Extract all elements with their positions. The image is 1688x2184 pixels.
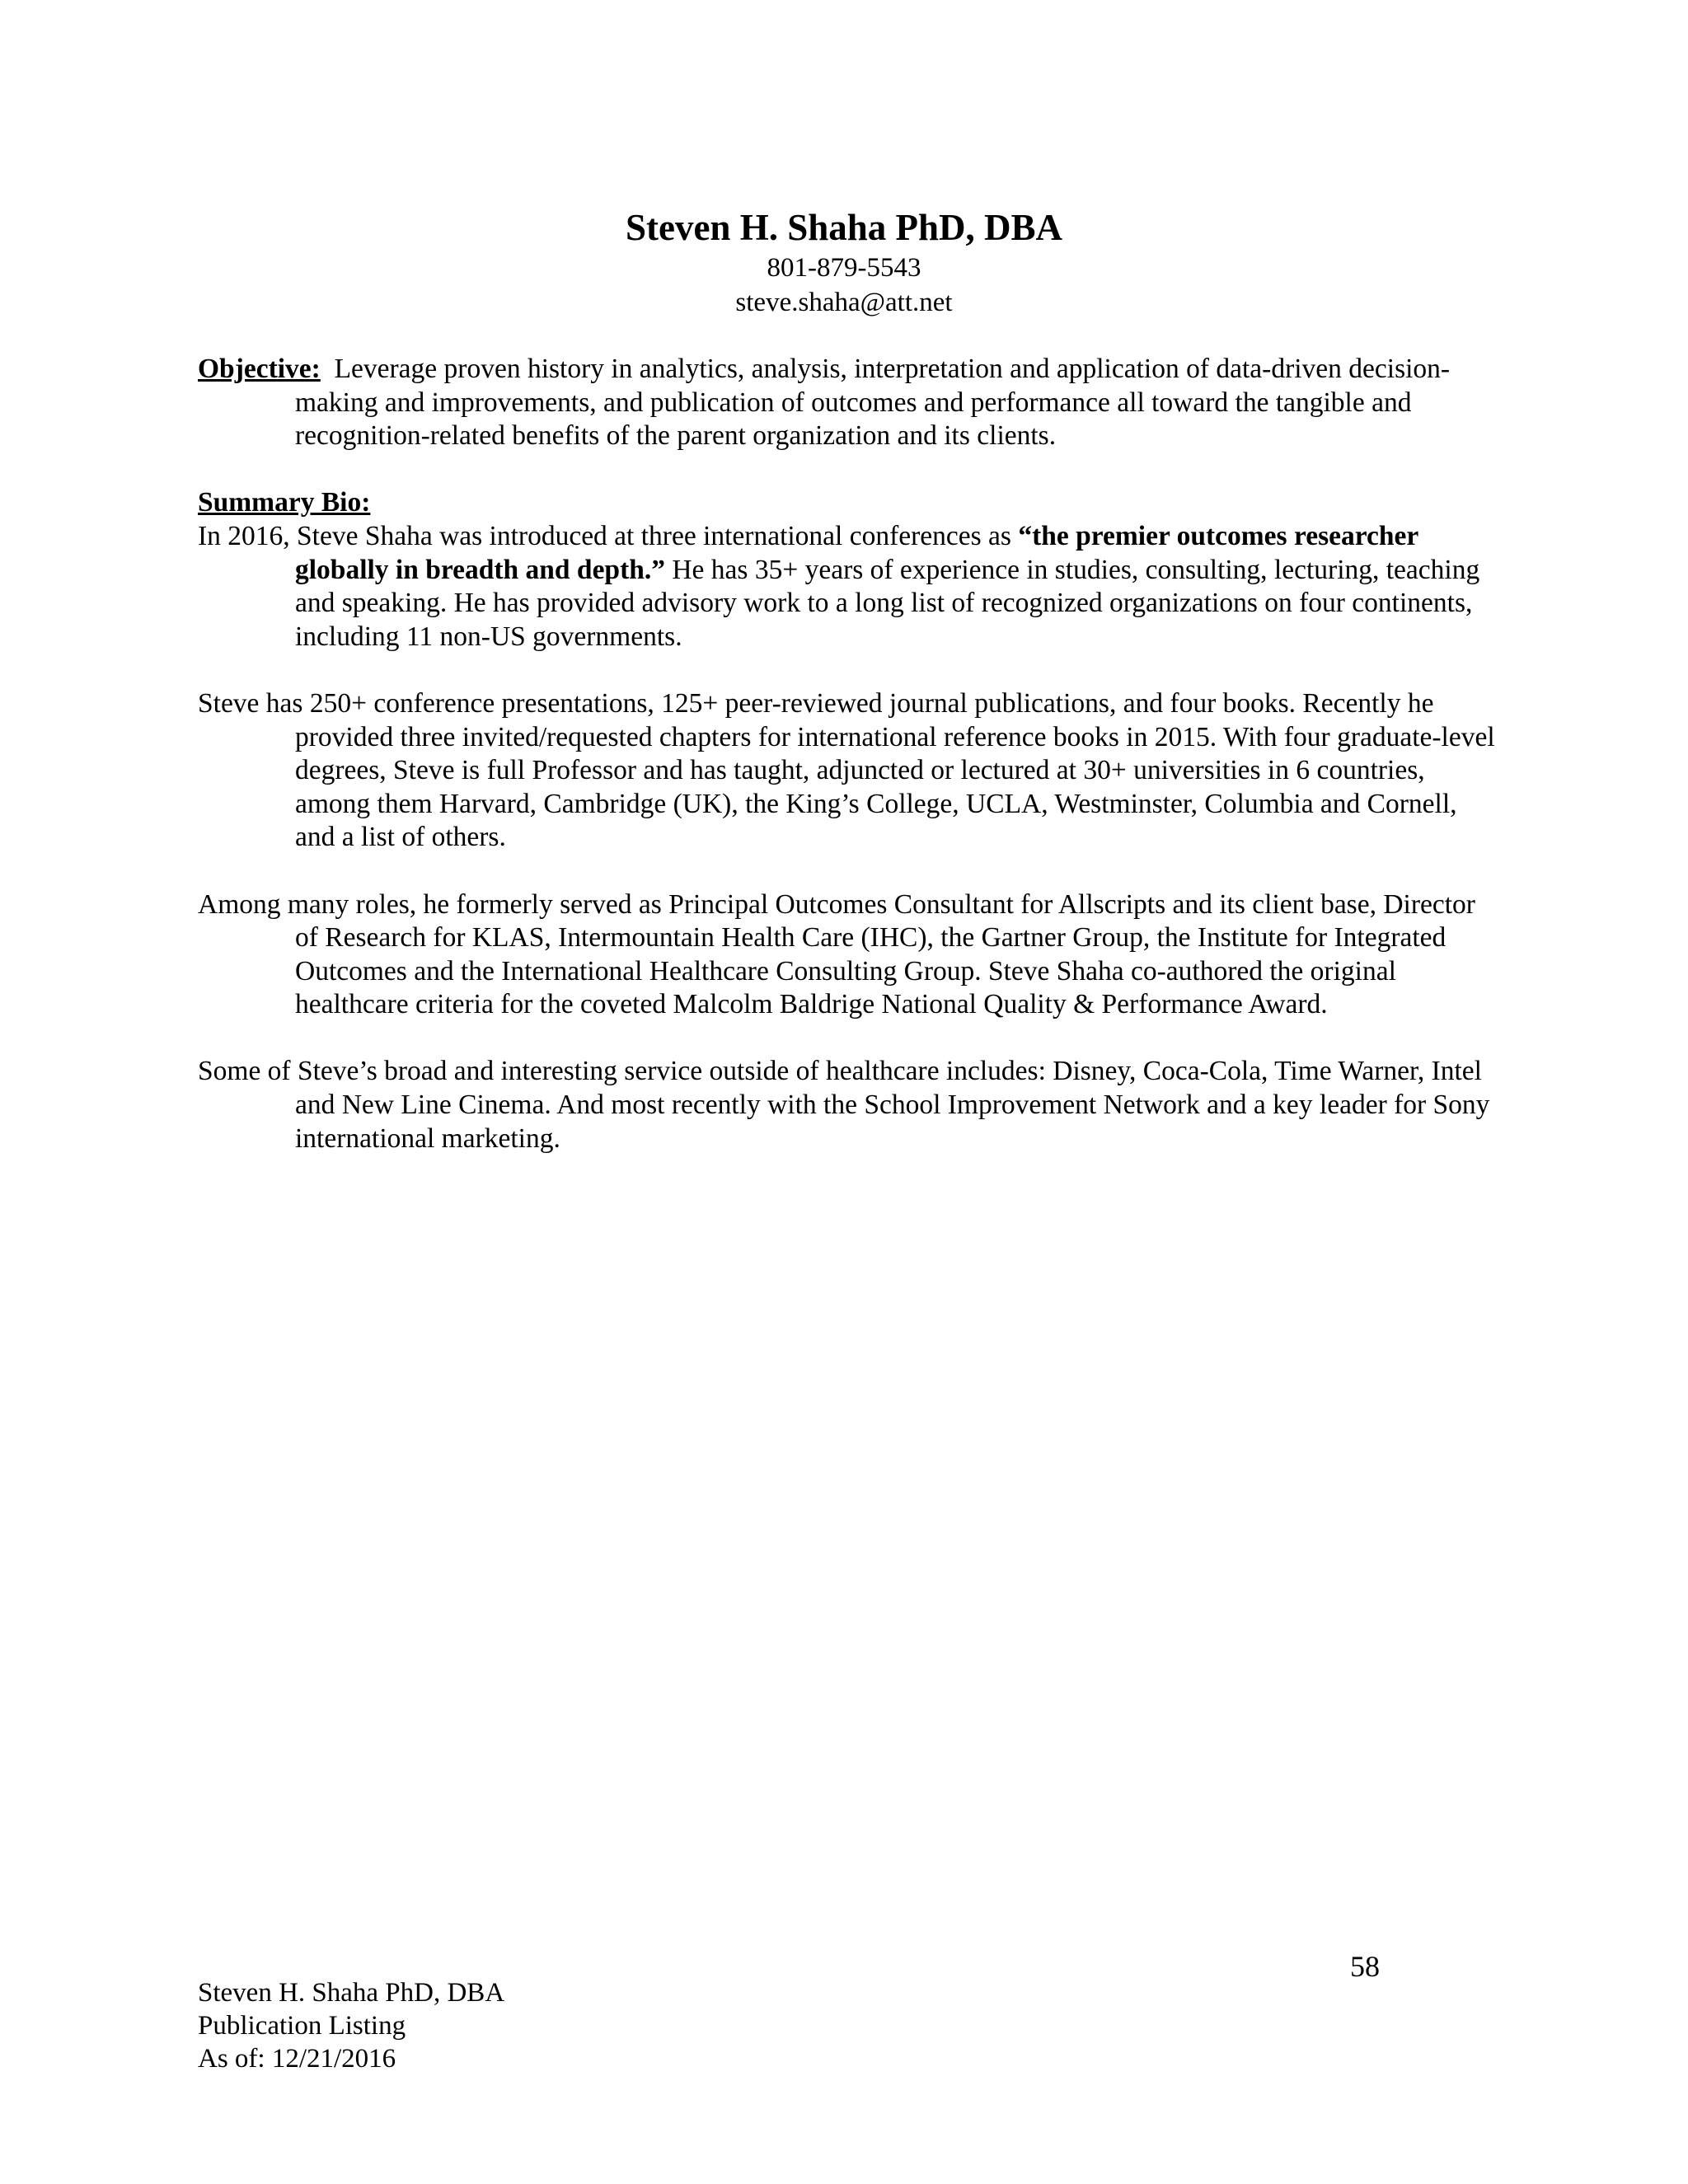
document-header	[0, 204, 1688, 320]
email-address: steve.shaha@att.net	[735, 288, 953, 317]
footer-author: Steven H. Shaha PhD, DBA	[198, 1978, 505, 2008]
summary-bio-heading: Summary Bio:	[198, 487, 371, 518]
bio-paragraph-2: Steve has 250+ conference presentations, 125+ peer-reviewed journal publications, and four books. Recently he provided three invited/requested chapters for international reference books in 2015. With four graduate-level degrees, Steve is full Professor and has taught, adjuncted or lectured at 30+ universities in 6 countries, among them Harvard, Cambridge (UK), the King’s College, UCLA, Westminster, Columbia and Cornell, and a list of others.	[198, 687, 1495, 853]
footer-date: As of: 12/21/2016	[198, 2044, 396, 2074]
phone-number: 801-879-5543	[767, 253, 921, 283]
document-body	[198, 353, 1500, 1189]
summary-bio-section	[198, 486, 1500, 654]
bio-paragraph-4: Some of Steve’s broad and interesting service outside of healthcare includes: Disney, Coca-Cola, Time Warner, Intel and New Line Cinema. And most recently with the School Improvement Network and a key leader for Sony international marketing.	[198, 1056, 1490, 1154]
bio-paragraph-3: Among many roles, he formerly served as Principal Outcomes Consultant for Allscripts and its client base, Director of Research for KLAS, Intermountain Health Care (IHC), the Gartner Group, the Institute for Integrated Outcomes and the International Healthcare Consulting Group. Steve Shaha co-authored the original healthcare criteria for the coveted Malcolm Baldrige National Quality & Performance Award.	[198, 888, 1475, 1020]
objective-paragraph	[198, 353, 1500, 453]
bio-p1-rest: He has 35+ years of experience in studies, consulting, lecturing, teaching and speaking. He has provided advisory work to a long list of recognized organizations on four continents, including 11 non-US governments.	[295, 554, 1480, 652]
bio-paragraph-1	[198, 520, 1500, 654]
bio-p1-quote: “the premier outcomes researcher globally in breadth and depth.”	[295, 520, 1418, 585]
bio-p1-intro: In 2016, Steve Shaha was introduced at three international conferences as	[198, 520, 1019, 551]
footer-title: Publication Listing	[198, 2011, 406, 2041]
objective-heading: Objective:	[198, 354, 321, 384]
author-name: Steven H. Shaha PhD, DBA	[625, 207, 1063, 248]
page-number: 58	[1350, 1950, 1380, 1983]
page-footer	[198, 1976, 504, 2075]
objective-text: Leverage proven history in analytics, analysis, interpretation and application of data-driven decision-making and improvements, and publication of outcomes and performance all toward the tangible and recognition-related benefits of the parent organization and its clients.	[295, 354, 1451, 452]
